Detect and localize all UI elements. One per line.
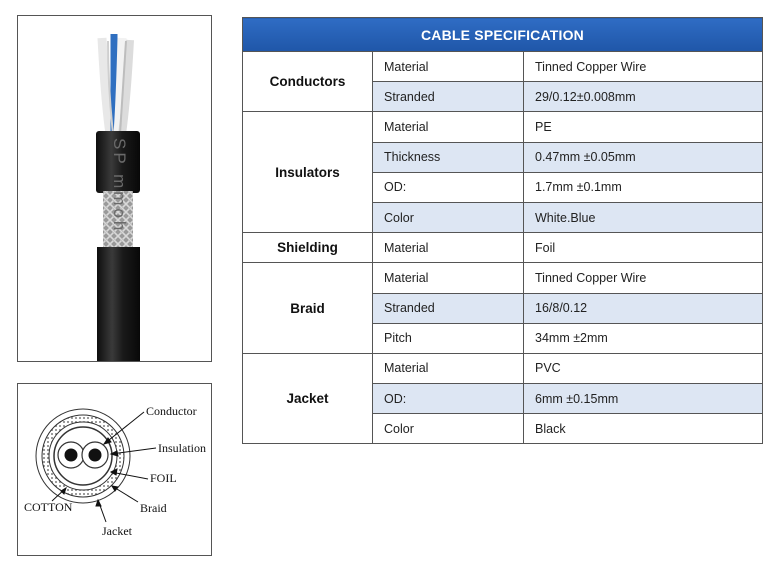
property-cell: Stranded <box>373 82 524 112</box>
value-cell: Tinned Copper Wire <box>524 263 763 293</box>
value-cell: 16/8/0.12 <box>524 293 763 323</box>
label-conductor: Conductor <box>146 404 197 418</box>
value-cell: 6mm ±0.15mm <box>524 384 763 414</box>
table-row <box>243 112 763 142</box>
table-row <box>243 52 763 82</box>
value-cell: Tinned Copper Wire <box>524 52 763 82</box>
label-jacket: Jacket <box>102 524 132 538</box>
cable-photo <box>17 15 212 362</box>
label-insulation: Insulation <box>158 441 206 455</box>
property-cell: Color <box>373 202 524 232</box>
property-cell: Stranded <box>373 293 524 323</box>
value-cell: PE <box>524 112 763 142</box>
label-cotton: COTTON <box>24 500 73 514</box>
property-cell: Color <box>373 414 524 444</box>
group-label: Insulators <box>243 112 373 233</box>
value-cell: White.Blue <box>524 202 763 232</box>
brand-text: SP mmoh <box>110 138 129 234</box>
spec-table-body <box>243 52 763 444</box>
property-cell: Material <box>373 112 524 142</box>
cable-jacket <box>97 247 140 361</box>
group-label: Jacket <box>243 353 373 444</box>
value-cell: 34mm ±2mm <box>524 323 763 353</box>
label-foil: FOIL <box>150 471 177 485</box>
value-cell: 0.47mm ±0.05mm <box>524 142 763 172</box>
property-cell: OD: <box>373 384 524 414</box>
property-cell: Material <box>373 233 524 263</box>
conductor-right <box>89 449 102 462</box>
table-title: CABLE SPECIFICATION <box>243 18 763 52</box>
property-cell: Material <box>373 263 524 293</box>
property-cell: Thickness <box>373 142 524 172</box>
group-label: Shielding <box>243 233 373 263</box>
label-braid: Braid <box>140 501 167 515</box>
wire-strands <box>102 34 130 134</box>
specification-table <box>242 17 763 444</box>
property-cell: OD: <box>373 172 524 202</box>
cross-section-diagram <box>17 383 212 556</box>
table-row <box>243 233 763 263</box>
property-cell: Pitch <box>373 323 524 353</box>
conductor-left <box>65 449 78 462</box>
value-cell: 1.7mm ±0.1mm <box>524 172 763 202</box>
table-row <box>243 353 763 383</box>
cable-illustration <box>18 16 211 361</box>
value-cell: Black <box>524 414 763 444</box>
property-cell: Material <box>373 52 524 82</box>
group-label: Braid <box>243 263 373 354</box>
value-cell: Foil <box>524 233 763 263</box>
table-row <box>243 263 763 293</box>
value-cell: 29/0.12±0.008mm <box>524 82 763 112</box>
value-cell: PVC <box>524 353 763 383</box>
property-cell: Material <box>373 353 524 383</box>
group-label: Conductors <box>243 52 373 112</box>
